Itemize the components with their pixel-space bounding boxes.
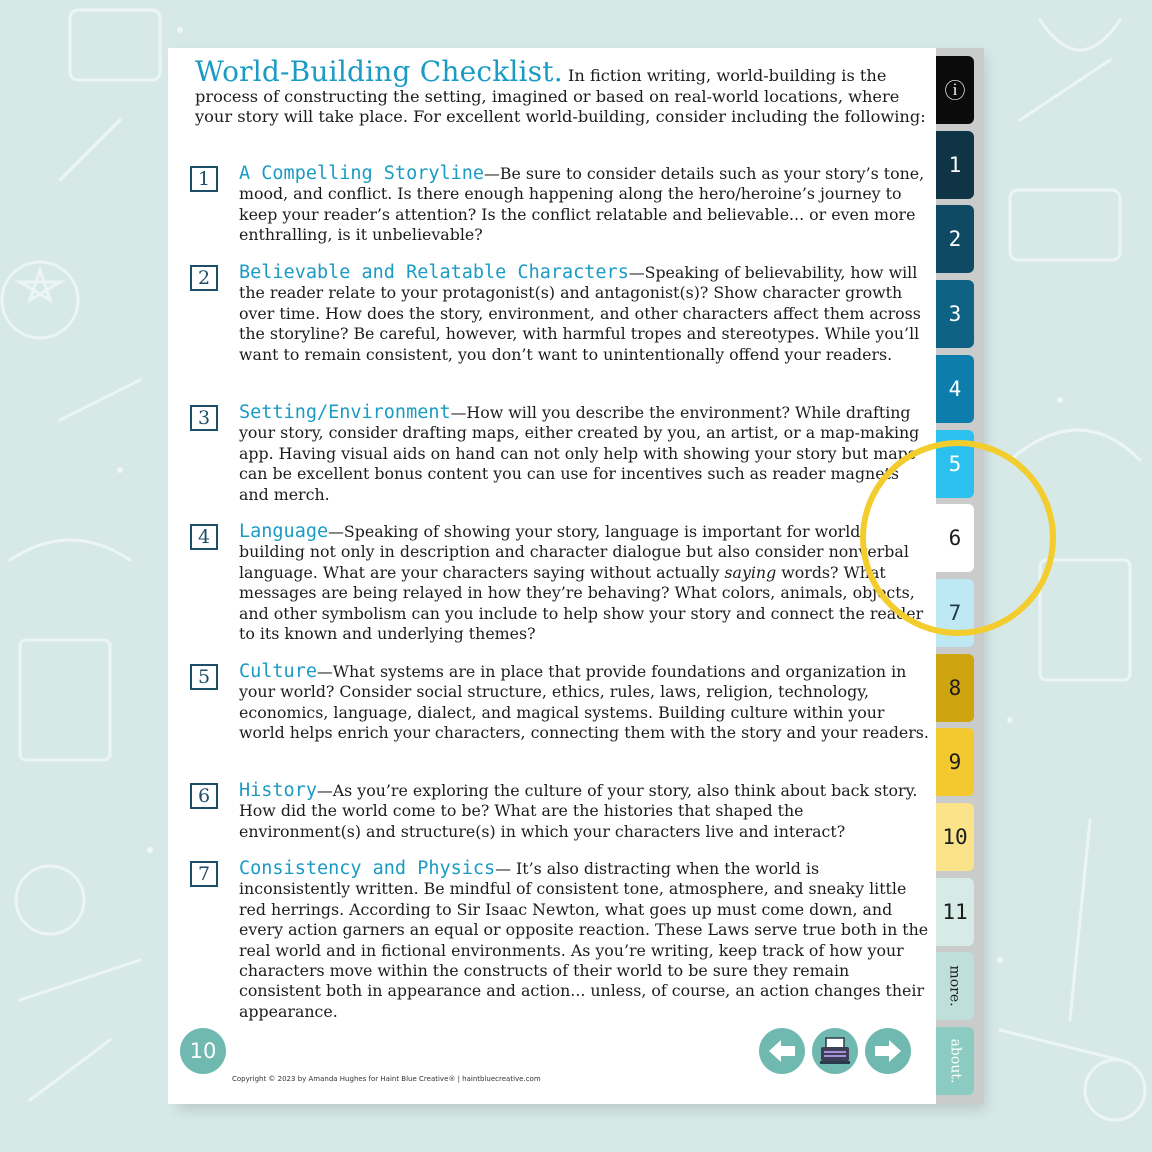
item-heading: Setting/Environment (239, 402, 451, 423)
tab-3[interactable] (936, 280, 974, 348)
info-icon: ⓘ (944, 79, 966, 103)
tab-8[interactable] (936, 654, 974, 722)
item-body: — It’s also distracting when the world is inconsistently written. Be mindful of consistent tone, atmosphere, and sneaky little red herrings. According to Sir Isaac Newton, what goes up must come down, and every action garners an equal or opposite reaction. These Laws serve true both in the real world and in fictional environments. As you’re writing, keep track of how your characters move within the constructs of their world to be sure they remain consistent both in appearance and action... unless, of course, an action changes their appearance. (239, 859, 929, 1021)
item-heading: Consistency and Physics (239, 858, 496, 879)
page-title: World-Building Checklist. (195, 55, 563, 88)
item-number: 2 (190, 265, 218, 291)
tab-7[interactable] (936, 579, 974, 647)
tab-label: 6 (948, 526, 962, 550)
item-body: —As you’re exploring the culture of your story, also think about back story. How did the world come to be? What are the histories that shaped the environment(s) and structure(s) in which your characters live and interact? (239, 781, 918, 841)
item-body: —What systems are in place that provide foundations and organization in your world? Consider social structure, ethics, rules, laws, religion, technology, economics, language, dialect, and magical systems. Building culture within your world helps enrich your characters, connecting them with the story and your readers. (239, 662, 929, 743)
arrow-right-icon (873, 1038, 903, 1064)
item-heading: Language (239, 521, 329, 542)
arrow-left-icon (767, 1038, 797, 1064)
item-heading: A Compelling Storyline (239, 163, 485, 184)
worksheet-page (168, 48, 936, 1104)
item-text (239, 164, 929, 246)
tab-11[interactable] (936, 878, 974, 946)
tab-label: 7 (948, 601, 962, 625)
previous-page-button[interactable] (759, 1028, 805, 1074)
item-number: 7 (190, 861, 218, 887)
tab-label: 1 (948, 153, 962, 177)
tab-2[interactable] (936, 205, 974, 273)
item-body-b: words? What messages are being relayed in how they’re behaving? What colors, animals, objects, and other symbolism can you include to help show your story and connect the reader to its known and underlying themes? (239, 562, 924, 644)
tab-10[interactable] (936, 803, 974, 871)
tab-label: 4 (948, 377, 962, 401)
tab-5[interactable] (936, 430, 974, 498)
item-number: 4 (190, 524, 218, 550)
tab-label: 10 (942, 825, 968, 849)
tab-4[interactable] (936, 355, 974, 423)
tab-label: 2 (948, 227, 962, 251)
item-body-a: —Speaking of showing your story, language is important for world-building not only in description and character dialogue but also consider nonverbal language. What are your characters saying without actually (239, 522, 909, 582)
intro-text: In fiction writing, world-building is the process of constructing the setting, imagined or based on real-world locations, where your story will take place. For excellent world-building, consider including the following: (195, 66, 926, 126)
page-number-badge: 10 (180, 1028, 226, 1074)
item-body: —How will you describe the environment? While drafting your story, consider drafting maps, either created by you, an artist, or a map-making app. Having visual aids on hand can not only help with showing your story but maps can be excellent bonus content you can use for incentives such as reader magnets and merch. (239, 403, 920, 504)
copyright-text: Copyright © 2023 by Amanda Hughes for Haint Blue Creative® | haintbluecreative.com (232, 1075, 541, 1083)
tab-label: more. (947, 965, 964, 1007)
tab-label: 9 (948, 750, 962, 774)
tab-info[interactable] (936, 56, 974, 124)
item-text (239, 859, 929, 1022)
tab-label: about. (947, 1038, 963, 1084)
tab-1[interactable] (936, 131, 974, 199)
item-text (239, 662, 929, 744)
next-page-button[interactable] (865, 1028, 911, 1074)
intro-paragraph (195, 55, 930, 128)
item-text (239, 263, 929, 365)
item-number: 3 (190, 405, 218, 431)
item-number: 5 (190, 664, 218, 690)
tab-more[interactable] (936, 952, 974, 1020)
item-body: —Speaking of believability, how will the reader relate to your protagonist(s) and antagonist(s)? Show character growth over time. How does the story, environment, and other characters affect them across the storyline? Be careful, however, with harmful tropes and stereotypes. While you’ll want to remain consistent, you don’t want to unintentionally offend your readers. (239, 263, 921, 364)
typewriter-icon (818, 1036, 852, 1066)
tab-label: 11 (942, 900, 968, 924)
item-emphasis: saying (724, 562, 777, 582)
tab-label: 3 (948, 302, 962, 326)
tab-6[interactable] (936, 504, 974, 572)
item-heading: Culture (239, 661, 317, 682)
item-heading: History (239, 780, 317, 801)
tab-9[interactable] (936, 728, 974, 796)
tab-about[interactable] (936, 1027, 974, 1095)
item-number: 1 (190, 166, 218, 192)
item-text (239, 522, 929, 644)
home-button[interactable] (812, 1028, 858, 1074)
tab-label: 5 (948, 452, 962, 476)
item-heading: Believable and Relatable Characters (239, 262, 629, 283)
item-number: 6 (190, 783, 218, 809)
item-text (239, 403, 929, 505)
item-text (239, 781, 929, 842)
item-body: —Be sure to consider details such as your story’s tone, mood, and conflict. Is there enough happening along the hero/heroine’s journey to keep your reader’s attention? Is the conflict relatable and believable... or even more enthralling, is it unbelievable? (239, 164, 925, 245)
tab-label: 8 (948, 676, 962, 700)
